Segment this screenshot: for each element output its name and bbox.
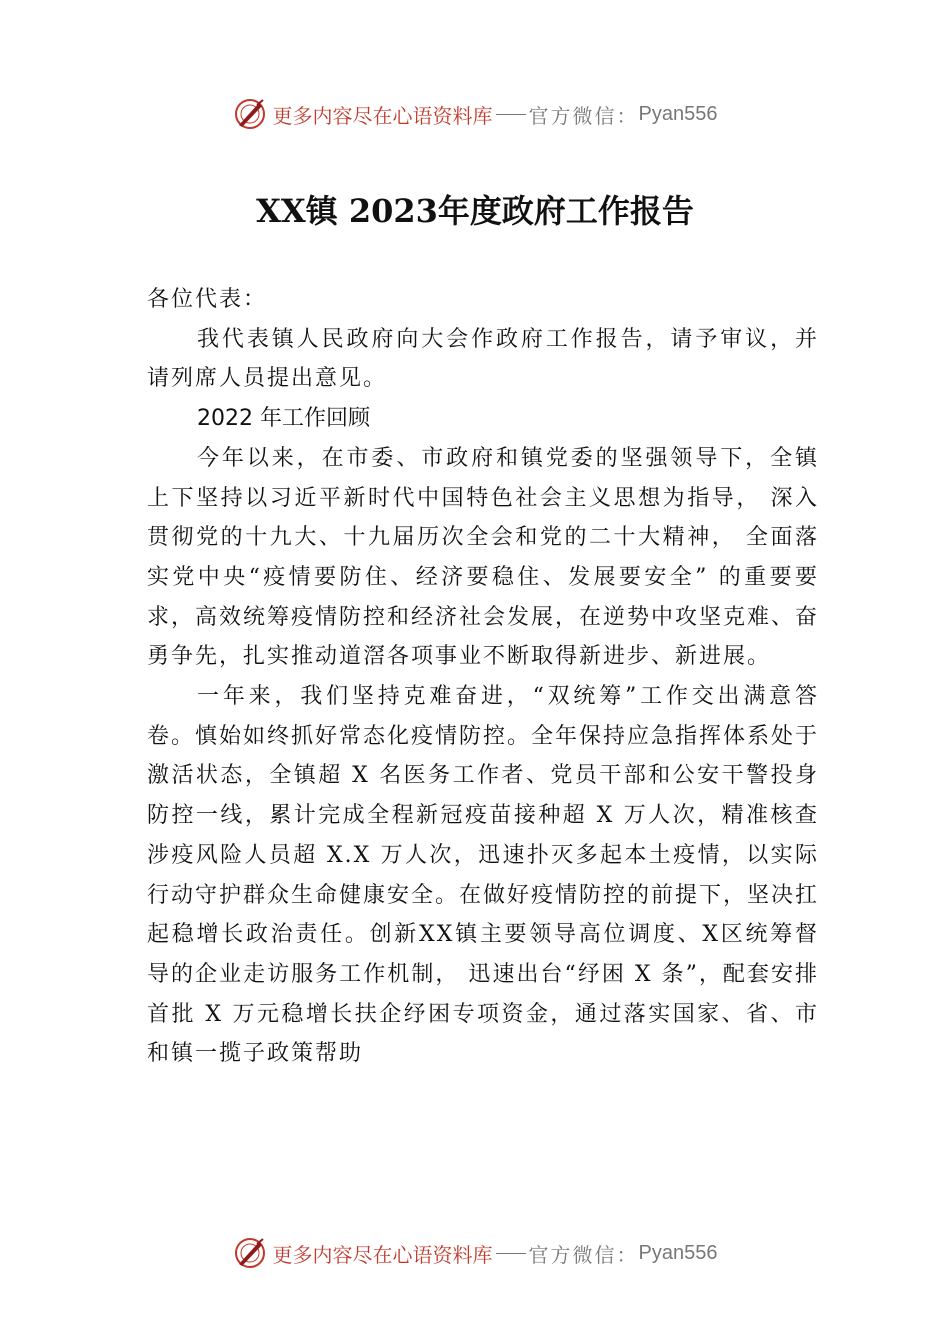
section-heading: 2022 年工作回顾	[197, 406, 370, 432]
wechat-handle: Pyan556	[638, 102, 718, 125]
promo-text: 更多内容尽在心语资料库	[272, 1242, 493, 1267]
quill-seal-icon	[233, 1236, 267, 1270]
wechat-label: 官方微信：	[528, 103, 639, 128]
paragraph: 今年以来，在市委、市政府和镇党委的坚强领导下，全镇上下坚持以习近平新时代中国特色社会主义思想为指导， 深入贯彻党的十九大、十九届历次全会和党的二十大精神， 全面落实党中央“疫情要防住、经济要稳住、发展要安全” 的重要要求，高效统筹疫情防控和经济社会发展，在逆势中攻坚克难、奋勇争先，扎实推动道滘各项事业不断取得新进步、新进展。	[147, 445, 820, 670]
salutation: 各位代表：	[147, 287, 268, 312]
wechat-label: 官方微信：	[528, 1242, 639, 1267]
header-banner	[0, 94, 950, 134]
promo-text: 更多内容尽在心语资料库	[272, 103, 493, 128]
document-body	[147, 280, 819, 1074]
footer-banner	[0, 1233, 950, 1273]
quill-seal-icon	[233, 97, 267, 131]
banner-divider	[496, 114, 526, 115]
wechat-handle: Pyan556	[638, 1241, 718, 1264]
paragraph: 我代表镇人民政府向大会作政府工作报告，请予审议，并请列席人员提出意见。	[147, 326, 819, 392]
banner-divider	[496, 1253, 526, 1254]
document-title: XX镇 2023年度政府工作报告	[256, 192, 694, 230]
paragraph: 一年来，我们坚持克难奋进，“双统筹”工作交出满意答卷。慎始如终抓好常态化疫情防控。全年保持应急指挥体系处于激活状态，全镇超 X 名医务工作者、党员干部和公安干警投身防控一线，累计完成全程新冠疫苗接种超 X 万人次，精准核查涉疫风险人员超 X.X 万人次，迅速扑灭多起本土疫情，以实际行动守护群众生命健康安全。在做好疫情防控的前提下，坚决扛起稳增长政治责任。创新XX镇主要领导高位调度、X区统筹督导的企业走访服务工作机制， 迅速出台“纾困 X 条”，配套安排首批 X 万元稳增长扶企纾困专项资金，通过落实国家、省、市和镇一揽子政策帮助	[147, 684, 820, 1067]
